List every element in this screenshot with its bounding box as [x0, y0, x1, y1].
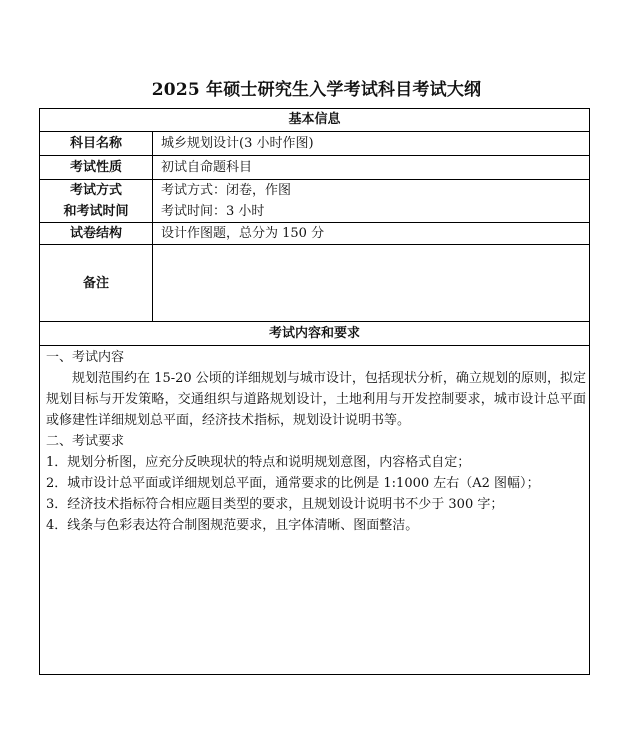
content-body — [46, 347, 586, 536]
basic-info-header: 基本信息 — [40, 109, 589, 132]
row-label — [40, 223, 153, 244]
requirement-item: 1．规划分析图，应充分反映现状的特点和说明规划意图，内容格式自定； — [46, 455, 471, 470]
section-heading: 一、考试内容 — [46, 350, 125, 365]
value-text: 考试方式：闭卷，作图 — [161, 183, 292, 198]
document-title: 2025 年硕士研究生入学考试科目考试大纲 — [151, 80, 482, 100]
row-paper-structure — [40, 223, 589, 245]
row-value — [161, 180, 291, 222]
label-text: 和考试时间 — [63, 204, 129, 219]
row-exam-method — [40, 180, 589, 223]
requirement-item: 4．线条与色彩表达符合制图规范要求，且字体清晰、图面整洁。 — [46, 518, 419, 533]
row-label — [40, 156, 153, 179]
row-exam-nature — [40, 156, 589, 180]
row-label — [40, 132, 153, 155]
requirement-item: 2．城市设计总平面或详细规划总平面，通常要求的比例是 1:1000 左右（A2 图幅）； — [46, 476, 540, 491]
row-label — [40, 180, 153, 222]
requirement-item: 3．经济技术指标符合相应题目类型的要求，且规划设计说明书不少于 300 字； — [46, 497, 504, 512]
syllabus-table — [39, 108, 590, 675]
label-text: 考试性质 — [69, 160, 122, 175]
value-text: 城乡规划设计(3 小时作图) — [161, 136, 314, 151]
row-label — [40, 245, 153, 321]
label-text: 试卷结构 — [69, 226, 122, 241]
content-section-header: 考试内容和要求 — [40, 322, 589, 346]
label-text: 考试方式 — [69, 183, 122, 198]
value-text: 考试时间：3 小时 — [161, 204, 265, 219]
content-paragraph: 规划范围约在 15-20 公顷的详细规划与城市设计，包括现状分析，确立规划的原则，拟定规划目标与开发策略，交通组织与道路规划设计，土地利用与开发控制要求，城市设计总平面或修建性详细规划总平面，经济技术指标，规划设计说明书等。 — [46, 371, 586, 428]
label-text: 科目名称 — [69, 136, 122, 151]
row-value — [161, 156, 252, 179]
row-value — [161, 223, 324, 244]
value-text: 设计作图题，总分为 150 分 — [161, 226, 325, 241]
section-heading: 二、考试要求 — [46, 434, 125, 449]
value-text: 初试自命题科目 — [161, 160, 253, 175]
label-text: 备注 — [82, 275, 109, 291]
row-subject-name — [40, 132, 589, 156]
row-remarks — [40, 245, 589, 322]
row-value — [161, 132, 314, 155]
